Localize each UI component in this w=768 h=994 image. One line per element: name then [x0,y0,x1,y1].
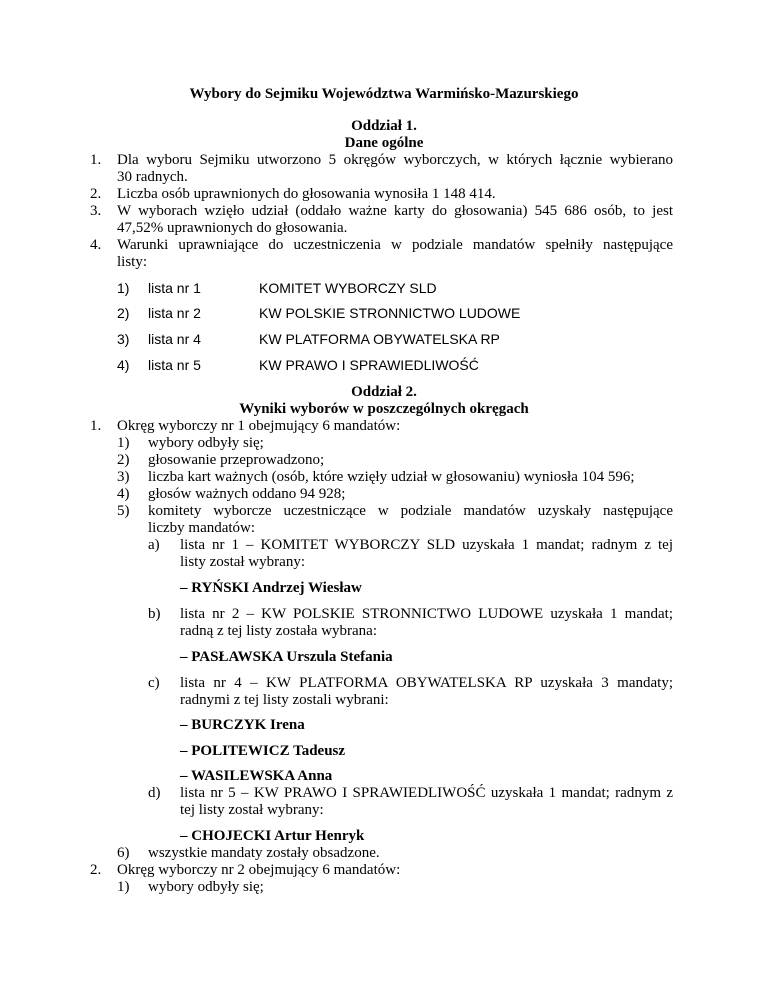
sub-text: lista nr 4 – KW PLATFORMA OBYWATELSKA RP uzyskała 3 mandaty; [180,675,673,691]
point-text: wszystkie mandaty zostały obsadzone. [148,845,380,861]
district-text: Okręg wyborczy nr 1 obejmujący 6 mandatów: [117,418,401,434]
sub-text: lista nr 2 – KW POLSKIE STRONNICTWO LUDOWE uzyskała 1 mandat; [180,606,673,622]
list-committee: KW PRAWO I SPRAWIEDLIWOŚĆ [259,357,479,373]
point-text: głosowanie przeprowadzono; [148,452,325,468]
item-text: Warunki uprawniające do uczestniczenia w podziale mandatów spełniły następujące [117,237,673,253]
sub-letter: d) [148,785,161,801]
item-number: 4. [90,237,102,253]
sub-text: tej listy został wybrany: [180,802,324,818]
list-id: lista nr 5 [148,357,201,373]
list-committee: KW POLSKIE STRONNICTWO LUDOWE [259,305,521,321]
sub-letter: a) [148,537,160,553]
elected-councillor: – BURCZYK Irena [180,717,305,733]
point-text: wybory odbyły się; [148,435,264,451]
list-committee: KW PLATFORMA OBYWATELSKA RP [259,331,500,347]
list-id: lista nr 1 [148,280,201,296]
item-number: 2. [90,186,102,202]
item-text: 47,52% uprawnionych do głosowania. [117,220,348,236]
sub-text: radną z tej listy została wybrana: [180,623,378,639]
point-text: wybory odbyły się; [148,879,264,895]
item-number: 3. [90,203,102,219]
item-text: Liczba osób uprawnionych do głosowania wynosiła 1 148 414. [117,186,496,202]
district-number: 1. [90,418,102,434]
elected-councillor: – CHOJECKI Artur Henryk [180,828,365,844]
point-number: 6) [117,845,130,861]
sub-text: listy został wybrany: [180,554,305,570]
point-number: 1) [117,879,130,895]
district-number: 2. [90,862,102,878]
item-text: listy: [117,254,148,270]
list-number: 4) [117,357,130,373]
list-id: lista nr 2 [148,305,201,321]
sub-letter: c) [148,675,160,691]
point-text: komitety wyborcze uczestniczące w podziale mandatów uzyskały następujące [148,503,673,519]
section-2-subheading: Wyniki wyborów w poszczególnych okręgach [239,401,529,417]
list-id: lista nr 4 [148,331,201,347]
elected-councillor: – RYŃSKI Andrzej Wiesław [180,580,362,596]
point-text: głosów ważnych oddano 94 928; [148,486,346,502]
list-number: 2) [117,305,130,321]
point-text: liczba kart ważnych (osób, które wzięły udział w głosowaniu) wyniosła 104 596; [148,469,635,485]
point-number: 3) [117,469,130,485]
list-committee: KOMITET WYBORCZY SLD [259,280,437,296]
list-number: 1) [117,280,130,296]
item-text: Dla wyboru Sejmiku utworzono 5 okręgów wyborczych, w których łącznie wybierano [117,152,673,168]
item-text: W wyborach wzięło udział (oddało ważne karty do głosowania) 545 686 osób, to jest [117,203,673,219]
list-number: 3) [117,331,130,347]
elected-councillor: – PASŁAWSKA Urszula Stefania [180,649,393,665]
section-1-heading: Oddział 1. [351,118,417,134]
sub-text: radnymi z tej listy zostali wybrani: [180,692,389,708]
point-number: 5) [117,503,130,519]
point-number: 4) [117,486,130,502]
point-text: liczby mandatów: [148,520,256,536]
sub-text: lista nr 1 – KOMITET WYBORCZY SLD uzyskała 1 mandat; radnym z tej [180,537,673,553]
point-number: 2) [117,452,130,468]
sub-text: lista nr 5 – KW PRAWO I SPRAWIEDLIWOŚĆ uzyskała 1 mandat; radnym z [180,785,673,801]
section-1-subheading: Dane ogólne [344,135,424,151]
document-title: Wybory do Sejmiku Województwa Warmińsko-Mazurskiego [189,86,579,102]
item-number: 1. [90,152,102,168]
elected-councillor: – WASILEWSKA Anna [180,768,333,784]
sub-letter: b) [148,606,161,622]
district-text: Okręg wyborczy nr 2 obejmujący 6 mandatów: [117,862,401,878]
section-2-heading: Oddział 2. [351,384,417,400]
elected-councillor: – POLITEWICZ Tadeusz [180,743,346,759]
point-number: 1) [117,435,130,451]
item-text: 30 radnych. [117,169,188,185]
